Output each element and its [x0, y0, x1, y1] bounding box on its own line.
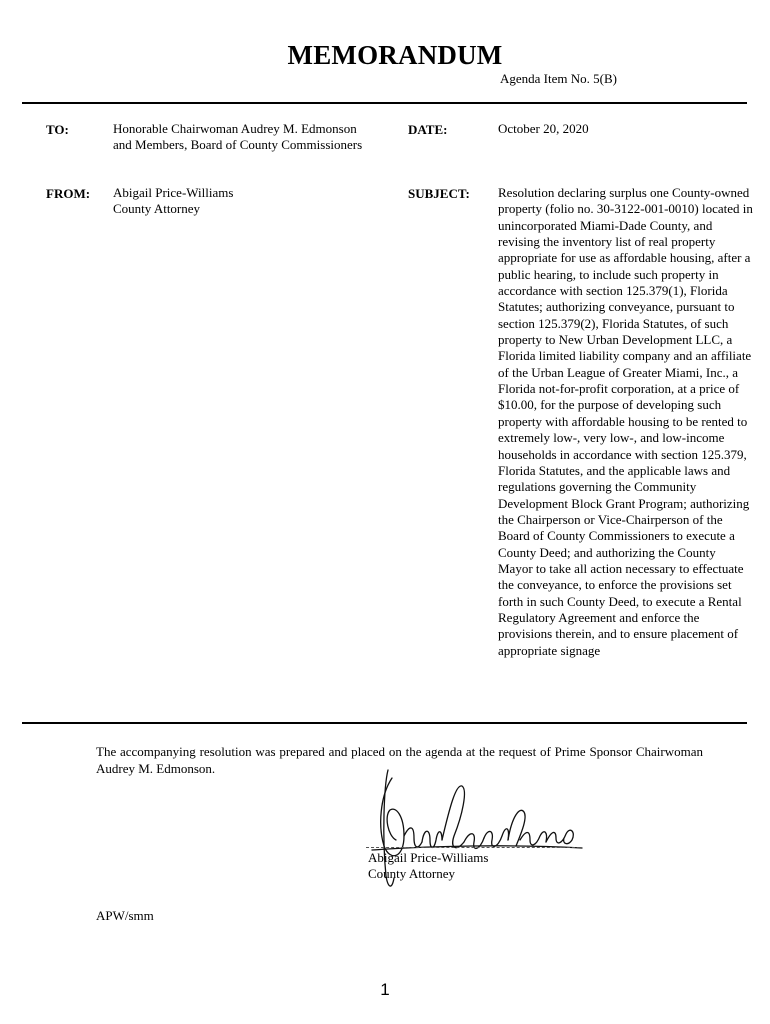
- signature-line: [366, 847, 580, 848]
- body-paragraph: The accompanying resolution was prepared and placed on the agenda at the request of Prime Sponsor Chairwoman Audrey M. Edmonson.: [96, 744, 703, 776]
- agenda-item-number: Agenda Item No. 5(B): [500, 71, 617, 86]
- signatory-name-block: Abigail Price-Williams County Attorney: [368, 850, 489, 881]
- to-recipients: Honorable Chairwoman Audrey M. Edmonson and Members, Board of County Commissioners: [113, 121, 363, 153]
- header-divider: [22, 102, 747, 104]
- body-divider: [22, 722, 747, 724]
- from-label: FROM:: [46, 186, 91, 201]
- subject-label: SUBJECT:: [408, 186, 470, 201]
- date-value: October 20, 2020: [498, 121, 589, 136]
- from-sender: Abigail Price-Williams County Attorney: [113, 185, 234, 217]
- date-label: DATE:: [408, 122, 448, 137]
- memo-title: MEMORANDUM: [287, 40, 503, 70]
- typist-initials: APW/smm: [96, 908, 154, 923]
- subject-text: Resolution declaring surplus one County-owned property (folio no. 30-3122-001-0010) located in unincorporated Miami-Dade County, and revising the inventory list of real property appropriate for use as affordable housing, after a public hearing, to include such property in accordance with section 125.379(1), Florida Statutes; authorizing conveyance, pursuant to section 125.379(2), Florida Statutes, of such property to New Urban Development LLC, a Florida limited liability company and an affiliate of the Urban League of Greater Miami, Inc., a Florida not-for-profit corporation, at a price of $10.00, for the purpose of developing such property with affordable housing to be rented to extremely low-, very low-, and low-income households in accordance with section 125.379, Florida Statutes, and the applicable laws and regulations governing the Community Development Block Grant Program; authorizing the Chairperson or Vice-Chairperson of the Board of County Commissioners to execute a County Deed; and authorizing the County Mayor to take all action necessary to effectuate the conveyance, to enforce the provisions set forth in such County Deed, to execute a Rental Regulatory Agreement and enforce the provisions therein, and to ensure placement of appropriate signage: [498, 185, 753, 658]
- page-number: 1: [380, 980, 390, 999]
- to-label: TO:: [46, 122, 69, 137]
